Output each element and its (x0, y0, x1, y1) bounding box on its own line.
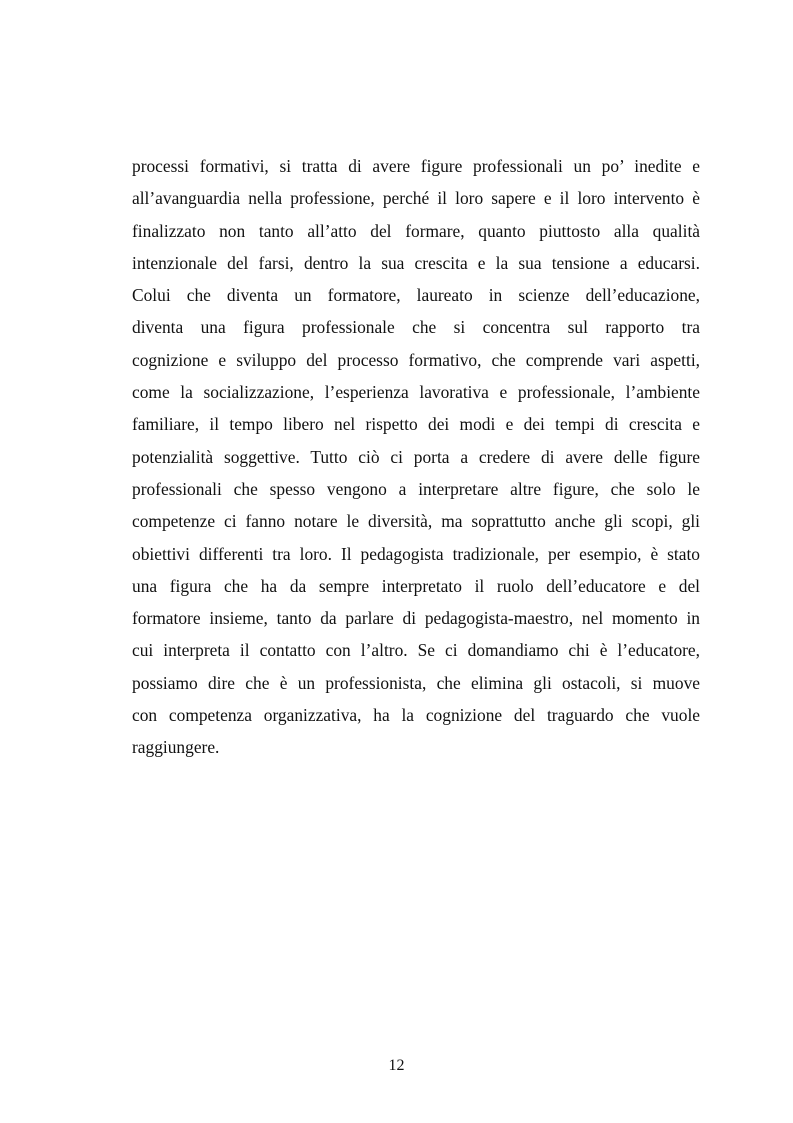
text-line: come la socializzazione, l’esperienza lavorativa e professionale, l’ambiente (132, 382, 700, 403)
text-line: professionali che spesso vengono a interpretare altre figure, che solo le (132, 478, 700, 499)
text-line: cui interpreta il contatto con l’altro. Se ci domandiamo chi è l’educatore, (132, 640, 700, 661)
text-line: processi formativi, si tratta di avere figure professionali un po’ inedite e (132, 156, 700, 176)
text-line: all’avanguardia nella professione, perché il loro sapere e il loro intervento è (132, 188, 700, 209)
text-line: diventa una figura professionale che si concentra sul rapporto tra (132, 317, 700, 338)
text-line: intenzionale del farsi, dentro la sua crescita e la sua tensione a educarsi. (132, 252, 700, 273)
text-line: formatore insieme, tanto da parlare di pedagogista-maestro, nel momento in (132, 608, 700, 629)
text-line: obiettivi differenti tra loro. Il pedagogista tradizionale, per esempio, è stato (132, 543, 700, 564)
text-line: una figura che ha da sempre interpretato il ruolo dell’educatore e del (132, 575, 700, 596)
text-line: Colui che diventa un formatore, laureato in scienze dell’educazione, (132, 285, 700, 306)
text-line: potenzialità soggettive. Tutto ciò ci porta a credere di avere delle figure (132, 446, 700, 467)
page-number: 12 (388, 1057, 405, 1074)
text-line: finalizzato non tanto all’atto del formare, quanto piuttosto alla qualità (132, 220, 700, 241)
body-paragraph (132, 150, 700, 764)
text-line-last: raggiungere. (132, 737, 220, 758)
text-line: familiare, il tempo libero nel rispetto dei modi e dei tempi di crescita e (132, 414, 700, 435)
text-line: con competenza organizzativa, ha la cognizione del traguardo che vuole (132, 705, 700, 726)
text-line: possiamo dire che è un professionista, che elimina gli ostacoli, si muove (132, 672, 700, 693)
text-line: competenze ci fanno notare le diversità, ma soprattutto anche gli scopi, gli (132, 511, 700, 532)
text-line: cognizione e sviluppo del processo formativo, che comprende vari aspetti, (132, 349, 700, 370)
